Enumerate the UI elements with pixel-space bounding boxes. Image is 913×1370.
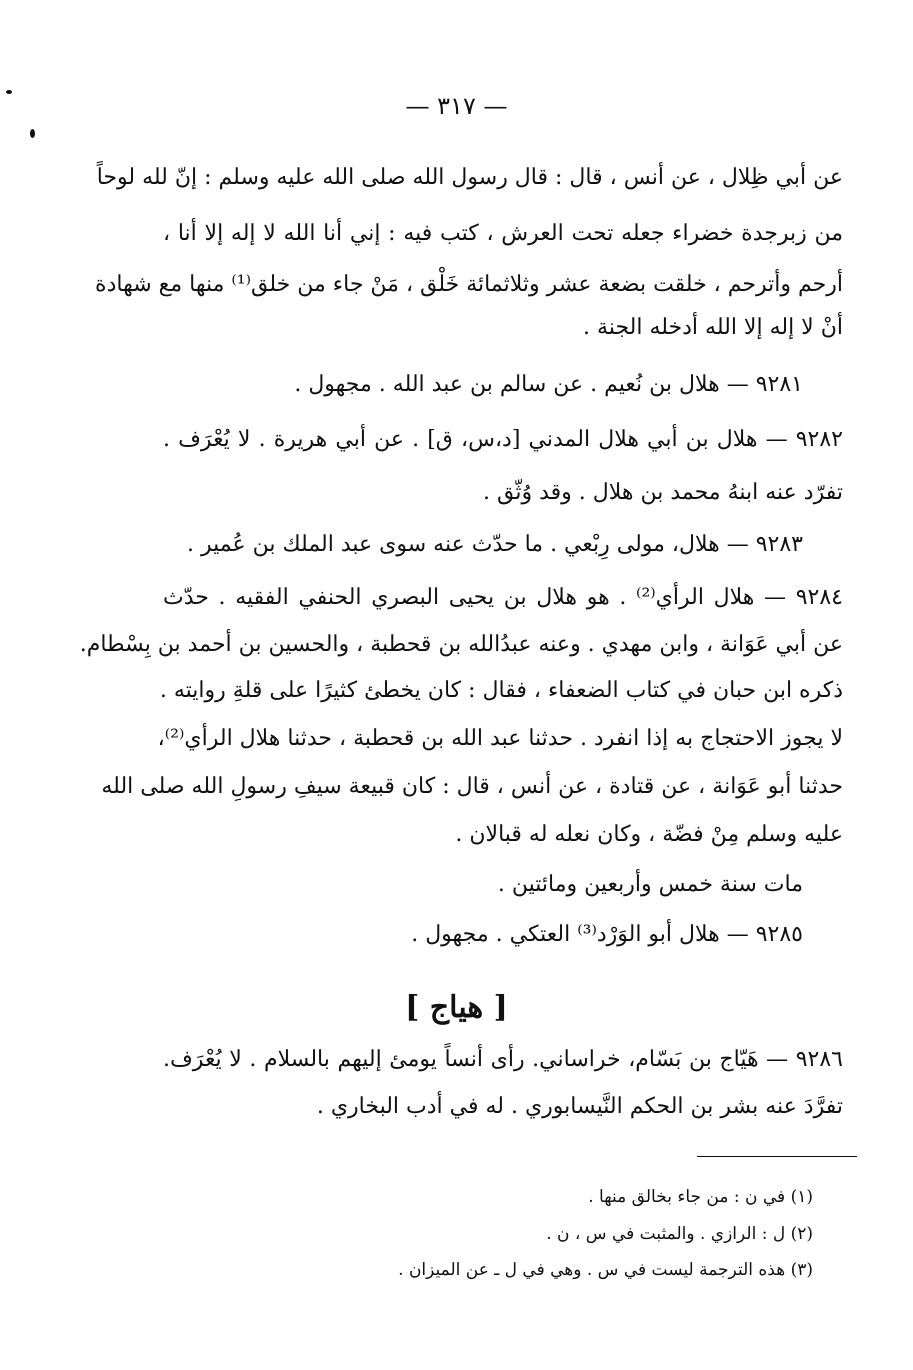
- footnote-1: (١) في ن : من جاء بخالق منها .: [588, 1187, 813, 1207]
- section-heading: [ هياج ]: [405, 990, 508, 1025]
- entry-9281: ٩٢٨١ — هلال بن نُعيم . عن سالم بن عبد الله . مجهول .: [294, 372, 803, 397]
- entry-9285: ٩٢٨٥ — هلال أبو الوَرْد⁽³⁾ العتكي . مجهول .: [411, 922, 803, 947]
- footnote-divider: [697, 1156, 857, 1157]
- footnote-2: (٢) ل : الرازي . والمثبت في س ، ن .: [546, 1224, 813, 1244]
- entry-9283: ٩٢٨٣ — هلال، مولى رِبْعي . ما حدّث عنه سوى عبد الملك بن عُمير .: [187, 532, 803, 557]
- text-line: عن أبي ظِلال ، عن أنس ، قال : قال رسول الله صلى الله عليه وسلم : إنّ لله لوحاً: [96, 165, 843, 190]
- text-line: لا يجوز الاحتجاج به إذا انفرد . حدثنا عبد الله بن قحطبة ، حدثنا هلال الرأي⁽²⁾،: [157, 726, 843, 751]
- text-line: أنْ لا إله إلا الله أدخله الجنة .: [583, 315, 843, 340]
- entry-9282: ٩٢٨٢ — هلال بن أبي هلال المدني [د،س، ق] . عن أبي هريرة . لا يُعْرَف .: [163, 427, 843, 452]
- text-line: حدثنا أبو عَوَانة ، عن قتادة ، عن أنس ، قال : كان قبيعة سيفِ رسولِ الله صلى الله: [101, 774, 843, 799]
- text-line: أرحم وأترحم ، خلقت بضعة عشر وثلاثمائة خَلْق ، مَنْ جاء من خلق⁽¹⁾ منها مع شهادة: [95, 272, 843, 297]
- text-line: مات سنة خمس وأربعين ومائتين .: [497, 872, 803, 897]
- page-number: — ٣١٧ —: [405, 92, 508, 120]
- entry-9286: ٩٢٨٦ — هَيّاج بن بَسّام، خراساني. رأى أنساً يومئ إليهم بالسلام . لا يُعْرَف.: [163, 1047, 843, 1072]
- text-line: عن أبي عَوَانة ، وابن مهدي . وعنه عبدُالله بن قحطبة ، والحسين بن أحمد بن بِسْطام.: [79, 632, 843, 657]
- text-line: عليه وسلم مِنْ فضّة ، وكان نعله له قبالان .: [455, 822, 843, 847]
- text-line: من زبرجدة خضراء جعله تحت العرش ، كتب فيه : إني أنا الله لا إله إلا أنا ،: [163, 221, 843, 246]
- text-line: تفرَّدَ عنه بشر بن الحكم النَّيسابوري . له في أدب البخاري .: [316, 1094, 843, 1119]
- footnote-3: (٣) هذه الترجمة ليست في س . وهي في ل ـ عن الميزان .: [398, 1260, 813, 1280]
- scan-speck: [30, 129, 35, 138]
- text-line: تفرّد عنه ابنهُ محمد بن هلال . وقد وُثّق .: [483, 480, 843, 505]
- text-line: ذكره ابن حبان في كتاب الضعفاء ، فقال : كان يخطئ كثيرًا على قلةِ روايته .: [159, 678, 843, 703]
- entry-9284: ٩٢٨٤ — هلال الرأي⁽²⁾ . هو هلال بن يحيى البصري الحنفي الفقيه . حدّث: [163, 585, 843, 610]
